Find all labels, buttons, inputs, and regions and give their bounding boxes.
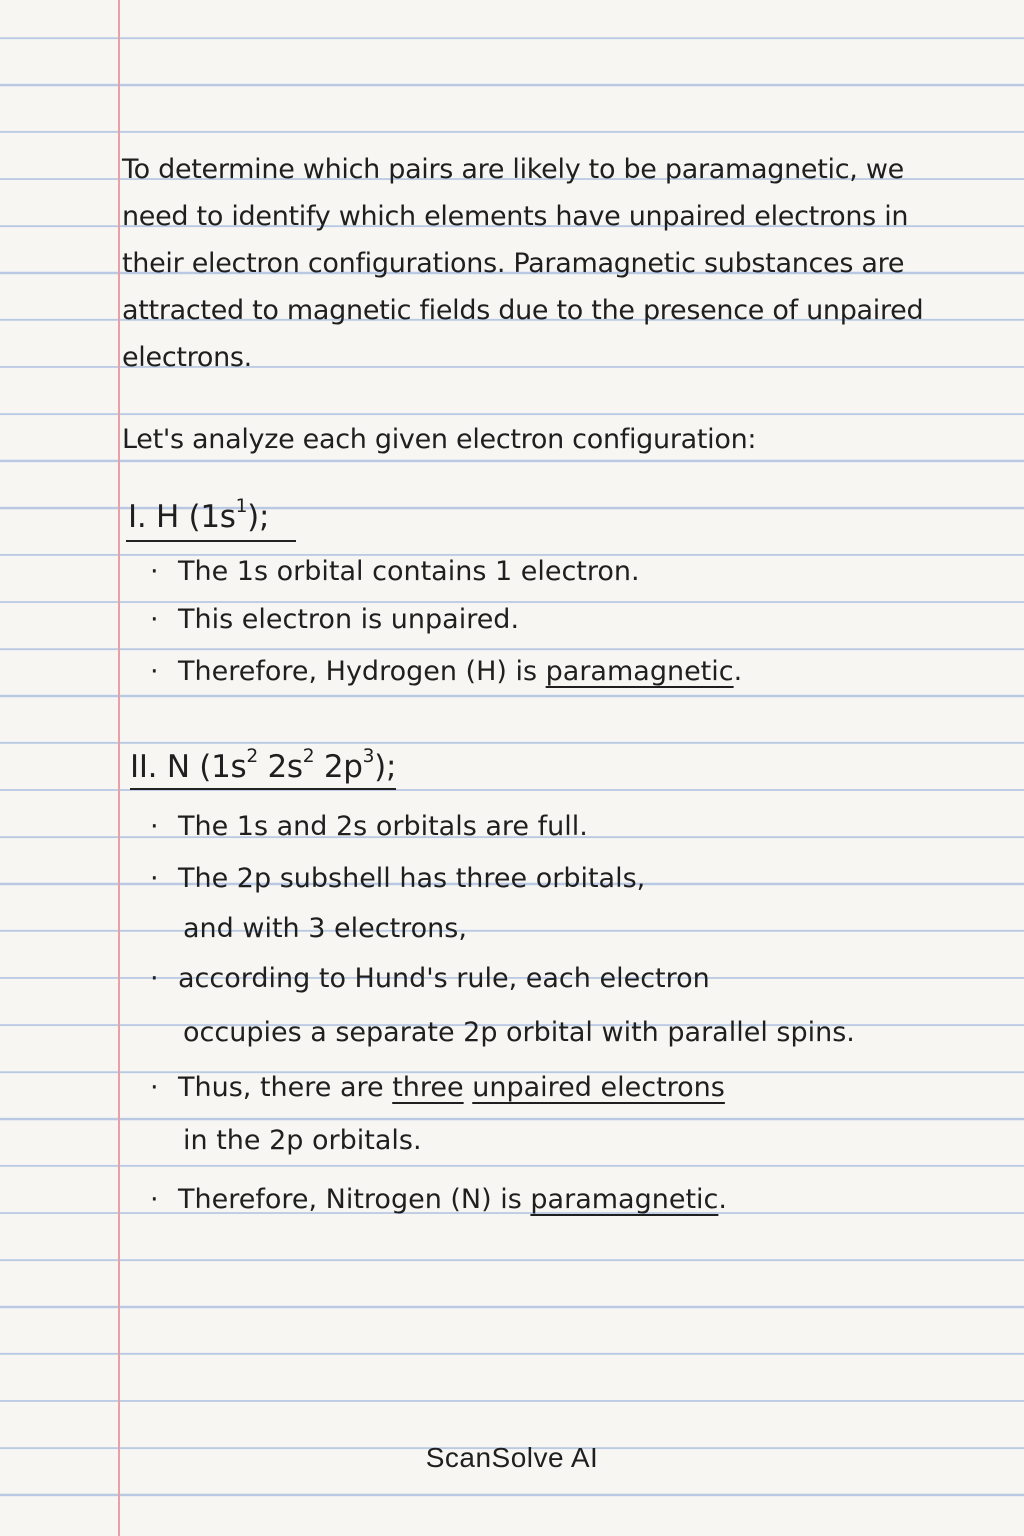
bullet-dot: · [150, 1072, 159, 1103]
list-item [150, 1176, 727, 1223]
bullet-dot: · [150, 863, 159, 894]
bullet-dot: · [150, 556, 159, 587]
list-item [150, 596, 519, 643]
bullet-dot: · [150, 963, 159, 994]
bullet-text: Thus, there are [178, 1072, 393, 1103]
bullet-continuation: occupies a separate 2p orbital with parallel spins. [183, 1017, 855, 1048]
bullet-text: The 1s and 2s orbitals are full. [178, 811, 588, 842]
bullet-text: according to Hund's rule, each electron [178, 963, 710, 994]
section-1-numeral: I. [128, 499, 147, 535]
section-2-config: 1s [211, 749, 247, 785]
section-1-config: 1s [200, 499, 236, 535]
section-2-config: 2p [323, 749, 363, 785]
underlined-term: paramagnetic [545, 656, 734, 687]
bullet-text: This electron is unpaired. [178, 604, 520, 635]
intro-line: attracted to magnetic fields due to the presence of unpaired [122, 295, 924, 326]
list-item [150, 855, 645, 902]
bullet-dot: · [150, 656, 159, 687]
section-1-element: H [155, 499, 179, 535]
list-item [150, 1064, 725, 1111]
list-item [150, 548, 640, 595]
footer-brand: ScanSolve AI [425, 1442, 599, 1473]
list-item [150, 803, 588, 850]
analyze-line: Let's analyze each given electron configuration: [122, 424, 757, 455]
bullet-dot: · [150, 1184, 159, 1215]
list-item [150, 648, 742, 695]
bullet-text: The 1s orbital contains 1 electron. [178, 556, 640, 587]
underlined-term: paramagnetic [530, 1184, 719, 1215]
underlined-term: three [392, 1072, 464, 1103]
bullet-text: . [718, 1184, 727, 1215]
intro-line: To determine which pairs are likely to be paramagnetic, we [122, 154, 904, 185]
section-2-element: N [166, 749, 190, 785]
section-1-heading: I. H $(1s^1)$; [128, 496, 270, 535]
intro-paragraph [122, 146, 923, 381]
section-2-config-exp: 3 [362, 746, 375, 768]
section-2-numeral: II. [130, 749, 158, 785]
bullet-continuation: and with 3 electrons, [183, 913, 467, 944]
section-2-suffix: ; [385, 749, 397, 785]
section-1-underline [126, 540, 296, 542]
bullet-text: Therefore, Hydrogen (H) is [178, 656, 546, 687]
section-2-config: 2s [267, 749, 303, 785]
section-2-heading: II. N ($1s^2$ $2s^2$ $2p^3$); [130, 746, 396, 790]
intro-line: their electron configurations. Paramagnetic substances are [122, 248, 905, 279]
bullet-text: The 2p subshell has three orbitals, [178, 863, 646, 894]
intro-line: electrons. [122, 342, 252, 373]
bullet-dot: · [150, 604, 159, 635]
bullet-text [464, 1072, 473, 1103]
margin-line [118, 0, 120, 1536]
section-1-config-exp: 1 [235, 496, 248, 518]
section-1-suffix: ; [258, 499, 270, 535]
bullet-text: . [733, 656, 743, 687]
list-item [150, 955, 710, 1002]
section-2-config-exp: 2 [246, 746, 258, 768]
bullet-continuation: in the 2p orbitals. [183, 1125, 422, 1156]
intro-line: need to identify which elements have unpaired electrons in [122, 201, 909, 232]
section-2-config-exp: 2 [302, 746, 315, 768]
underlined-term: unpaired electrons [472, 1072, 725, 1103]
bullet-dot: · [150, 811, 159, 842]
bullet-text: Therefore, Nitrogen (N) is [178, 1184, 531, 1215]
